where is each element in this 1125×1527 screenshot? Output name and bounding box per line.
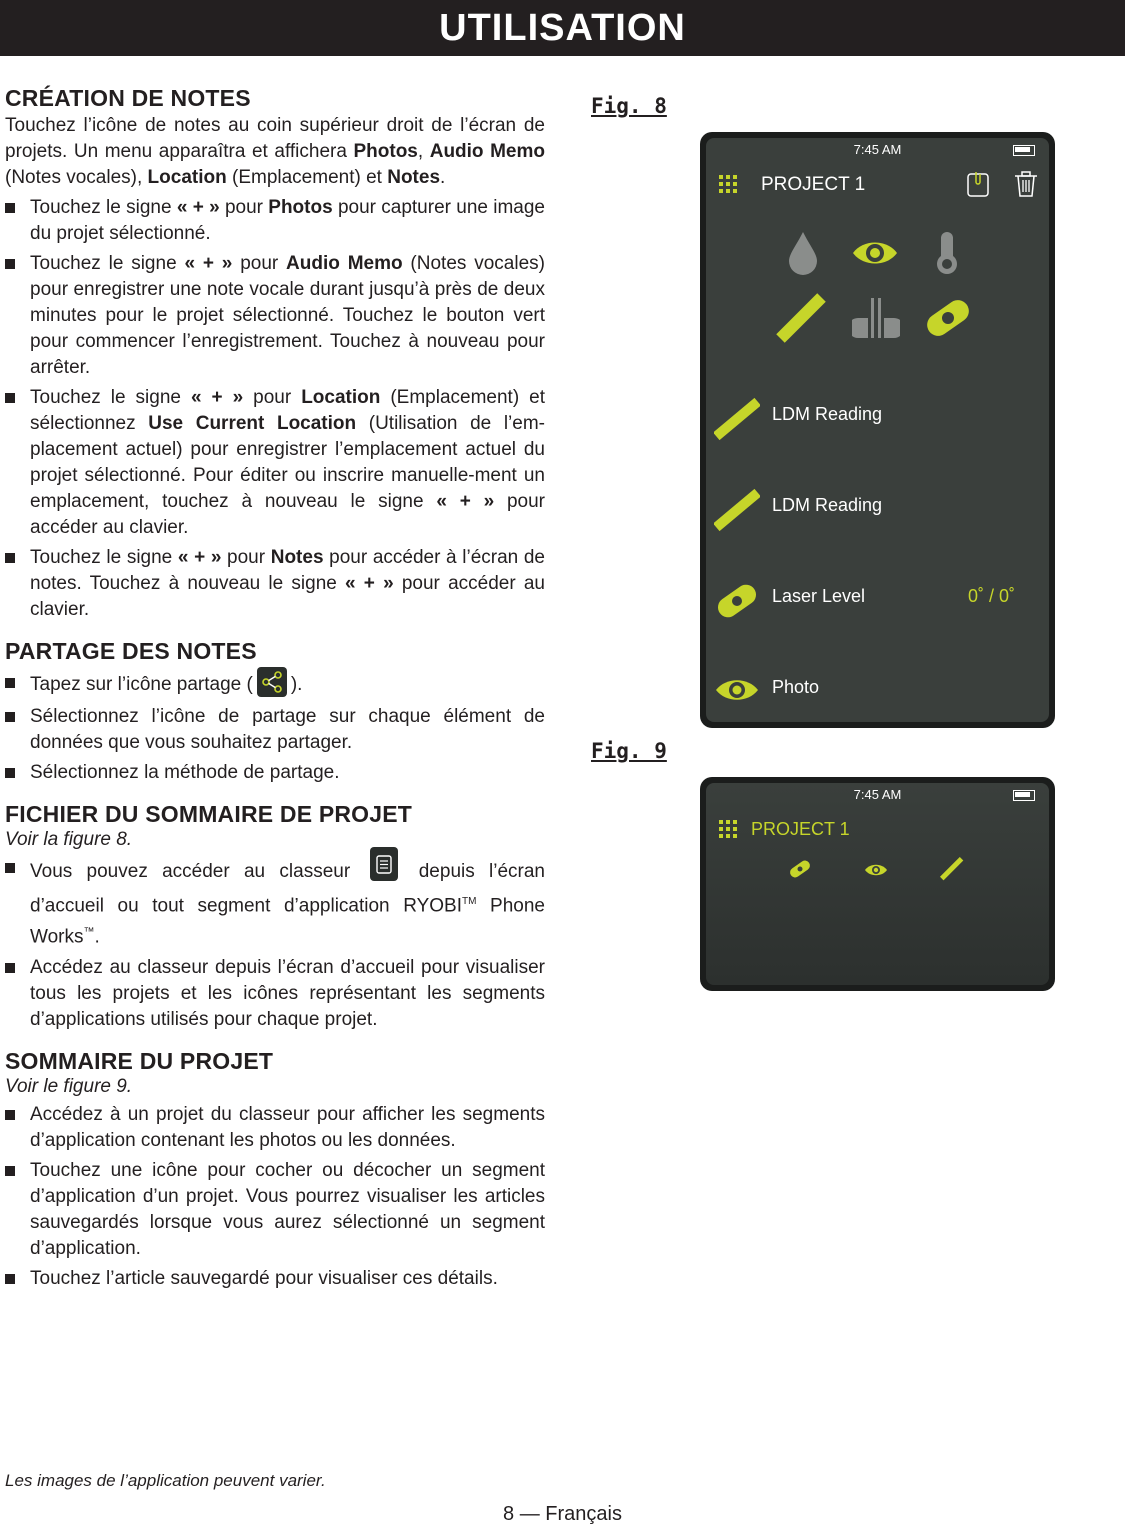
- bullet-icon: [5, 259, 15, 269]
- binder-icon: [370, 847, 398, 881]
- trash-icon[interactable]: [1013, 170, 1039, 198]
- bullet-icon: [5, 863, 15, 873]
- section-creation-notes: [5, 84, 545, 623]
- list-item: Tapez sur l’icône partage ( ).: [5, 670, 545, 700]
- row-label[interactable]: Photo: [772, 677, 820, 697]
- list-item: Sélectionnez la méthode de partage.: [5, 760, 545, 786]
- footnote: Les images de l’application peuvent varier.: [5, 1471, 326, 1490]
- row-label[interactable]: LDM Reading: [772, 495, 883, 515]
- figure-8-label: Fig. 8: [591, 94, 667, 118]
- bullet-icon: [5, 712, 15, 722]
- battery-icon: [1013, 790, 1035, 801]
- section-title: FICHIER DU SOMMAIRE DE PROJET: [5, 801, 413, 827]
- project-title: PROJECT 1: [761, 174, 866, 195]
- ruler-icon: [714, 487, 760, 533]
- bullet-icon: [5, 768, 15, 778]
- project-title: PROJECT 1: [751, 819, 850, 839]
- figure-reference: Voir le figure 9.: [5, 1075, 133, 1097]
- eye-icon: [714, 673, 760, 707]
- bullet-icon: [5, 203, 15, 213]
- moisture-drop-icon[interactable]: [786, 230, 820, 276]
- status-time: 7:45 AM: [853, 142, 902, 157]
- battery-icon: [1013, 145, 1035, 156]
- section-title: SOMMAIRE DU PROJET: [5, 1047, 274, 1074]
- list-item: Accédez au classeur depuis l’écran d’accueil pour visualiser tous les projets et les icônes représentant les segments d’applications utilisés pour chaque projet.: [5, 955, 545, 1033]
- figure-8-phone: [700, 132, 1055, 728]
- text-column: [5, 84, 545, 1306]
- project-screen: [706, 138, 1049, 722]
- ruler-icon[interactable]: [940, 857, 964, 881]
- eye-icon[interactable]: [864, 861, 888, 879]
- eye-icon[interactable]: [851, 236, 899, 270]
- list-item: Vous pouvez accéder au classeur depuis l’écran d’accueil ou tout segment d’application RYOBI™ Phone Works™.: [5, 855, 545, 951]
- section-fichier-sommaire: [5, 800, 545, 1033]
- page-banner: UTILISATION: [0, 0, 1125, 56]
- share-icon: [257, 667, 287, 697]
- page-number: 8 — Français: [503, 1503, 622, 1525]
- thermometer-icon[interactable]: [933, 230, 961, 276]
- section-sommaire-projet: [5, 1047, 545, 1292]
- level-value: 0˚ / 0˚: [968, 586, 1016, 606]
- figure-9-phone: [700, 777, 1055, 991]
- laser-level-icon[interactable]: [923, 293, 973, 343]
- ruler-icon[interactable]: [776, 293, 826, 343]
- figure-reference: Voir la figure 8.: [5, 829, 133, 850]
- laser-level-icon[interactable]: [788, 857, 812, 881]
- grid-menu-icon[interactable]: [718, 819, 738, 839]
- row-label[interactable]: LDM Reading: [772, 404, 883, 424]
- bullet-icon: [5, 963, 15, 973]
- bullet-icon: [5, 393, 15, 403]
- intro-paragraph: Touchez l’icône de notes au coin supérieur droit de l’écran de projets. Un menu apparaîtra et affichera Photos, Audio Memo (Notes vocales), Location (Emplacement) et Notes.: [5, 115, 545, 188]
- ruler-icon: [714, 396, 760, 442]
- list-item: Touchez le signe « + » pour Location (Emplacement) et sélectionnez Use Current Location (Utilisation de l’em-placement actuel) pour enregistrer l’emplacement actuel du projet sélectionné. Pour éditer ou inscrire manuelle-ment un emplacement, touchez à nouveau le signe « + » pour accéder au clavier.: [5, 385, 545, 541]
- list-item: Touchez le signe « + » pour Notes pour accéder à l’écran de notes. Touchez à nouveau le signe « + » pour accéder au clavier.: [5, 545, 545, 623]
- section-partage-notes: [5, 637, 545, 786]
- figure-9-label: Fig. 9: [591, 739, 667, 763]
- bullet-icon: [5, 1166, 15, 1176]
- list-item: Touchez une icône pour cocher ou décocher un segment d’application d’un projet. Vous pourrez visualiser les articles sauvegardés lorsque vous aurez sélectionné un segment d’application.: [5, 1158, 545, 1262]
- grid-menu-icon[interactable]: [718, 174, 738, 194]
- laser-level-icon: [714, 578, 760, 624]
- bullet-icon: [5, 553, 15, 563]
- notes-clipboard-icon[interactable]: [965, 170, 991, 198]
- bullet-icon: [5, 678, 15, 688]
- list-item: Touchez le signe « + » pour Audio Memo (Notes vocales) pour enregistrer une note vocale durant jusqu’à près de deux minutes pour le projet sélectionné. Touchez le bouton vert pour commencer l’enregistrement. Touchez à nouveau pour arrêter.: [5, 251, 545, 381]
- row-label[interactable]: Laser Level: [772, 586, 866, 606]
- list-item: Sélectionnez l’icône de partage sur chaque élément de données que vous souhaitez partager.: [5, 704, 545, 756]
- section-title: PARTAGE DES NOTES: [5, 638, 257, 664]
- section-title: CRÉATION DE NOTES: [5, 85, 251, 111]
- bullet-icon: [5, 1274, 15, 1284]
- summary-screen: [706, 783, 1049, 985]
- list-item: Touchez le signe « + » pour Photos pour capturer une image du projet sélectionné.: [5, 195, 545, 247]
- list-item: Touchez l’article sauvegardé pour visualiser ces détails.: [5, 1266, 545, 1292]
- stud-finder-icon[interactable]: [852, 294, 900, 340]
- status-time: 7:45 AM: [853, 787, 902, 802]
- bullet-icon: [5, 1110, 15, 1120]
- list-item: Accédez à un projet du classeur pour afficher les segments d’application contenant les photos ou les données.: [5, 1102, 545, 1154]
